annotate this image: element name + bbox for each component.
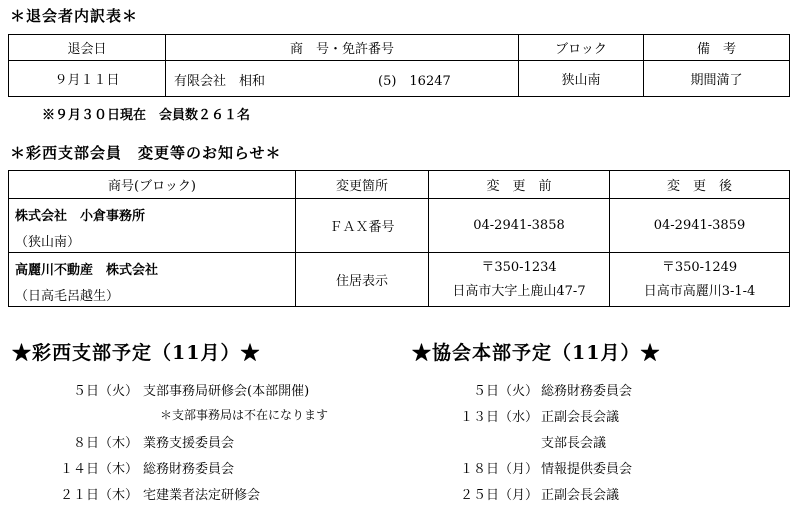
- schedule-date: １８日（月）: [459, 462, 538, 477]
- branch-schedule-title: ★彩西支部予定（11月）★: [12, 342, 261, 364]
- header-changed-field: 変更箇所: [296, 171, 429, 199]
- schedule-date: ８日（木）: [72, 436, 138, 451]
- block-name: （日高毛呂越生）: [15, 289, 120, 304]
- note-text: 期間満了: [644, 61, 790, 97]
- name-block-cell: [9, 199, 296, 253]
- changed-field: ＦＡＸ番号: [296, 199, 429, 253]
- schedule-event: 正副会長会議: [541, 410, 620, 425]
- company-name: 株式会社 小倉事務所: [15, 209, 146, 224]
- schedule-date: ５日（火）: [472, 384, 538, 399]
- change-notice-title: ＊彩西支部会員 変更等のお知らせ＊: [10, 144, 282, 162]
- changed-field: 住居表示: [296, 253, 429, 307]
- license-number: (5) 16247: [378, 74, 451, 89]
- schedule-date: ５日（火）: [72, 384, 138, 399]
- withdrawal-table-title: ＊退会者内訳表＊: [10, 7, 139, 25]
- before-value: 04-2941-3858: [429, 199, 610, 253]
- schedule-event: 総務財務委員会: [541, 384, 633, 399]
- schedule-event: 総務財務委員会: [143, 462, 235, 477]
- withdrawal-table: [8, 34, 790, 97]
- header-before: 変 更 前: [429, 171, 610, 199]
- schedule-date: １３日（水）: [459, 410, 538, 425]
- schedule-date: ２１日（木）: [59, 488, 138, 503]
- change-notice-table: [8, 170, 790, 307]
- company-name: 有限会社 相和: [174, 74, 266, 89]
- header-company-license: 商 号・免許番号: [166, 35, 519, 61]
- after-value: 04-2941-3859: [610, 199, 790, 253]
- block-name: 狭山南: [519, 61, 644, 97]
- name-block-cell: [9, 253, 296, 307]
- schedule-event: 宅建業者法定研修会: [143, 488, 261, 503]
- table-row: [9, 199, 790, 253]
- schedule-event: 情報提供委員会: [541, 462, 633, 477]
- schedule-note: ＊支部事務局は不在になります: [160, 408, 329, 422]
- header-withdraw-date: 退会日: [9, 35, 166, 61]
- before-postal-code: 〒350-1234: [481, 259, 557, 275]
- schedule-event: 支部長会議: [541, 436, 607, 451]
- schedule-date: ２５日（月）: [459, 488, 538, 503]
- withdraw-date: ９月１１日: [9, 61, 166, 97]
- header-block: ブロック: [519, 35, 644, 61]
- header-name-block: 商号(ブロック): [9, 171, 296, 199]
- member-count-note: ※９月３０日現在 会員数２６１名: [42, 108, 251, 123]
- after-postal-code: 〒350-1249: [661, 259, 738, 275]
- company-license-cell: [166, 61, 519, 97]
- header-after: 変 更 後: [610, 171, 790, 199]
- company-name: 高麗川不動産 株式会社: [15, 263, 159, 278]
- before-address: 日高市大字上鹿山47-7: [452, 283, 586, 299]
- table-row: [9, 61, 790, 97]
- hq-schedule-title: ★協会本部予定（11月）★: [412, 342, 661, 364]
- schedule-event: 業務支援委員会: [143, 436, 235, 451]
- block-name: （狭山南）: [15, 235, 81, 250]
- header-note: 備 考: [644, 35, 790, 61]
- schedule-event: 正副会長会議: [541, 488, 620, 503]
- table-row: [9, 253, 790, 307]
- after-address: 日高市高麗川3-1-4: [643, 283, 756, 299]
- schedule-date: １４日（木）: [59, 462, 138, 477]
- after-address-cell: [610, 253, 790, 307]
- before-address-cell: [429, 253, 610, 307]
- schedule-event: 支部事務局研修会(本部開催): [143, 384, 310, 399]
